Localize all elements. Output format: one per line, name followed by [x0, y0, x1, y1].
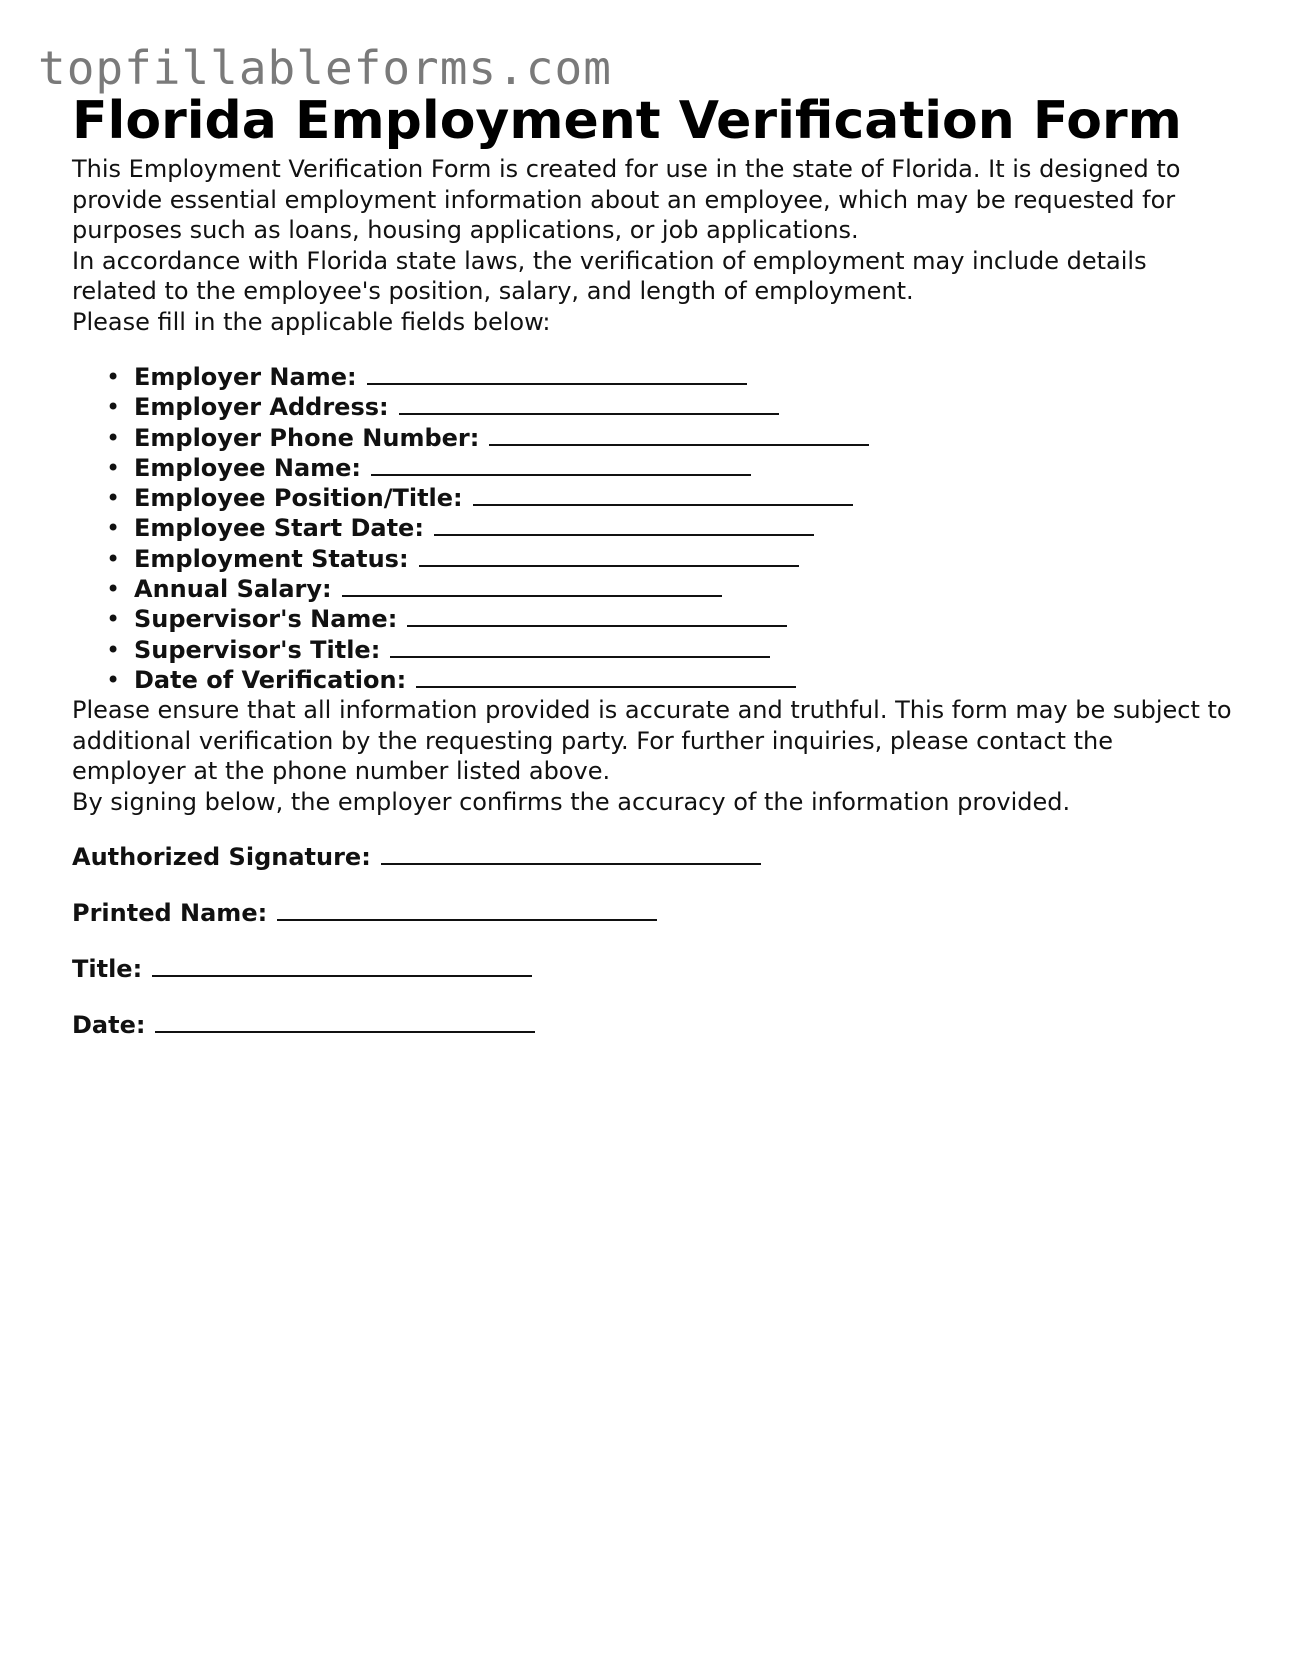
form-document	[72, 88, 1232, 1040]
verification-date-field[interactable]	[416, 668, 796, 688]
list-item	[106, 392, 1232, 422]
bullet-icon: •	[106, 544, 121, 573]
field-label: Employer Address:	[134, 393, 389, 422]
page-title: Florida Employment Verification Form	[72, 91, 1182, 151]
field-label: Employee Position/Title:	[134, 484, 463, 513]
printed-name-field[interactable]	[277, 901, 657, 921]
field-list	[72, 362, 1232, 695]
supervisor-title-field[interactable]	[390, 638, 770, 658]
accuracy-notice: Please ensure that all information provided is accurate and truthful. This form may be subject to additional verification by the requesting party. For further inquiries, please contact the employer at the phone number listed above.	[72, 696, 1232, 786]
employment-status-field[interactable]	[419, 547, 799, 567]
list-item	[106, 665, 1232, 695]
title-field[interactable]	[152, 957, 532, 977]
list-item	[106, 574, 1232, 604]
list-item	[106, 423, 1232, 453]
field-label: Employer Phone Number:	[134, 423, 480, 452]
employer-address-field[interactable]	[399, 395, 779, 415]
printed-name-row	[72, 898, 1232, 928]
bullet-icon: •	[106, 665, 121, 694]
employer-name-field[interactable]	[367, 365, 747, 385]
bullet-icon: •	[106, 514, 121, 543]
list-item	[106, 483, 1232, 513]
employer-phone-field[interactable]	[489, 426, 869, 446]
bullet-icon: •	[106, 575, 121, 604]
list-item	[106, 513, 1232, 543]
watermark: topfillableforms.com	[38, 41, 612, 95]
bullet-icon: •	[106, 393, 121, 422]
title-label: Title:	[72, 955, 143, 984]
employee-name-field[interactable]	[371, 456, 751, 476]
bullet-icon: •	[106, 453, 121, 482]
bullet-icon: •	[106, 635, 121, 664]
field-label: Employer Name:	[134, 363, 357, 391]
intro-paragraph-purpose: This Employment Verification Form is created for use in the state of Florida. It is designed to provide essential employment information about an employee, which may be requested for purposes such as loans, housing applications, or job applications.	[72, 155, 1181, 244]
date-row	[72, 1010, 1232, 1040]
list-item	[106, 544, 1232, 574]
list-item	[106, 362, 1232, 392]
employee-position-field[interactable]	[473, 486, 853, 506]
list-item	[106, 453, 1232, 483]
employee-start-date-field[interactable]	[434, 516, 814, 536]
list-item	[106, 635, 1232, 665]
bullet-icon: •	[106, 423, 121, 452]
signing-confirmation: By signing below, the employer confirms the accuracy of the information provided.	[72, 787, 1071, 816]
field-label: Employment Status:	[134, 544, 409, 573]
intro-paragraph-instruction: Please fill in the applicable fields below:	[72, 307, 551, 336]
bullet-icon: •	[106, 605, 121, 634]
bullet-icon: •	[106, 484, 121, 513]
supervisor-name-field[interactable]	[407, 607, 787, 627]
field-label: Supervisor's Title:	[134, 635, 381, 664]
title-row	[72, 954, 1232, 984]
authorized-signature-field[interactable]	[381, 845, 761, 865]
annual-salary-field[interactable]	[342, 577, 722, 597]
bullet-icon: •	[106, 363, 121, 391]
intro-paragraph-laws: In accordance with Florida state laws, the verification of employment may include details related to the employee's position, salary, and length of employment.	[72, 246, 1147, 305]
field-label: Supervisor's Name:	[134, 605, 398, 634]
field-label: Date of Verification:	[134, 665, 407, 694]
date-label: Date:	[72, 1011, 146, 1040]
printed-name-label: Printed Name:	[72, 899, 268, 928]
field-label: Annual Salary:	[134, 575, 332, 604]
field-label: Employee Name:	[134, 453, 362, 482]
list-item	[106, 604, 1232, 634]
date-field[interactable]	[155, 1013, 535, 1033]
field-label: Employee Start Date:	[134, 514, 424, 543]
authorized-signature-label: Authorized Signature:	[72, 843, 371, 872]
authorized-signature-row	[72, 842, 1232, 872]
